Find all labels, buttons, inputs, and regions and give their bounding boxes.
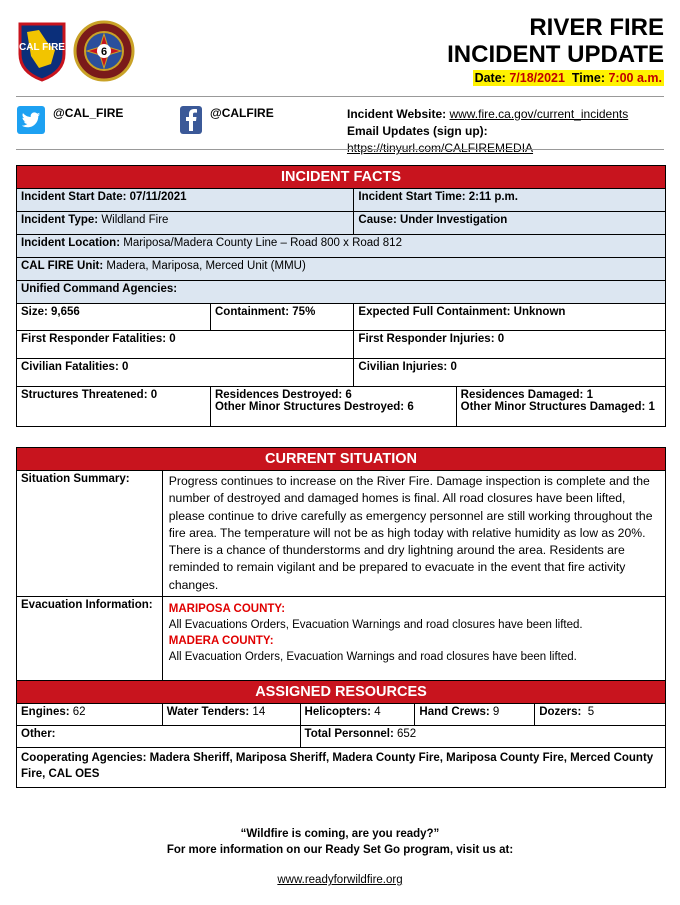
page-title-line1: RIVER FIRE [529, 14, 664, 41]
structures-damaged: Residences Damaged: 1 Other Minor Structures Damaged: 1 [456, 387, 665, 427]
incident-location: Incident Location: Mariposa/Madera County Line – Road 800 x Road 812 [17, 235, 666, 258]
page-title-line2: INCIDENT UPDATE [447, 41, 664, 68]
date-label: Date: [474, 71, 506, 85]
evacuation-info [162, 597, 665, 681]
date-banner [473, 70, 664, 86]
cause: Cause: Under Investigation [354, 212, 666, 235]
email-label: Email Updates (sign up): [347, 124, 488, 138]
expected-containment: Expected Full Containment: Unknown [354, 304, 666, 331]
twitter-link[interactable] [17, 106, 123, 134]
county1-label: MARIPOSA COUNTY: [168, 603, 286, 616]
unified-command: Unified Command Agencies: [17, 281, 666, 304]
county2-label: MADERA COUNTY: [168, 635, 274, 648]
logos [17, 20, 135, 84]
svg-text:CAL FIRE: CAL FIRE [19, 42, 65, 53]
twitter-icon [17, 106, 45, 134]
footer-info: For more information on our Ready Set Go program, visit us at: [166, 844, 514, 856]
civilian-injuries: Civilian Injuries: 0 [354, 359, 666, 387]
cal-fire-logo [17, 20, 67, 82]
facebook-handle: @CALFIRE [210, 106, 274, 120]
county1-text: All Evacuations Orders, Evacuation Warnings and road closures have been lifted. [168, 619, 583, 632]
current-situation-header: CURRENT SITUATION [17, 448, 666, 471]
current-situation-table [16, 447, 666, 788]
hand-crews: Hand Crews: 9 [415, 704, 535, 726]
first-responder-injuries: First Responder Injuries: 0 [354, 331, 666, 359]
website-label: Incident Website: [347, 107, 447, 121]
water-tenders: Water Tenders: 14 [162, 704, 300, 726]
time-label: Time: [571, 71, 605, 85]
cooperating-agencies: Cooperating Agencies: Madera Sheriff, Mariposa Sheriff, Madera County Fire, Mariposa County Fire, Merced County Fire, CAL OES [17, 748, 666, 788]
start-date: Incident Start Date: 07/11/2021 [17, 189, 354, 212]
footer [0, 826, 680, 858]
incident-type: Incident Type: Wildland Fire [17, 212, 354, 235]
situation-summary-text: Progress continues to increase on the River Fire. Damage inspection is complete and the number of destroyed and damaged homes is final. All road closures have been lifted, please continue to drive carefully as emergency personnel are still working throughout the fire area. The temperature will not be as high today with relative humidity as low as 20%. There is a chance of thunderstorms and dry lightning around the area. Residents are reminded to remain vigilant and be prepared to evacuate in the event that fire activity changes. [162, 471, 665, 597]
time-value: 7:00 a.m. [608, 71, 662, 85]
incident-facts-table [16, 165, 666, 427]
divider [16, 96, 664, 97]
size: Size: 9,656 [17, 304, 211, 331]
ready-for-wildfire-link[interactable]: www.readyforwildfire.org [277, 874, 403, 886]
cal-fire-unit: CAL FIRE Unit: Madera, Mariposa, Merced Unit (MMU) [17, 258, 666, 281]
incident-facts-header: INCIDENT FACTS [17, 166, 666, 189]
date-value: 7/18/2021 [509, 71, 565, 85]
dozers: Dozers: 5 [535, 704, 666, 726]
twitter-handle: @CAL_FIRE [53, 106, 124, 120]
title-block [447, 14, 664, 87]
situation-summary-label: Situation Summary: [17, 471, 163, 597]
website-link[interactable]: www.fire.ca.gov/current_incidents [449, 107, 629, 121]
county2-text: All Evacuation Orders, Evacuation Warnings and road closures have been lifted. [168, 651, 577, 664]
social-bar [17, 104, 664, 155]
facebook-icon [180, 106, 202, 134]
helicopters: Helicopters: 4 [300, 704, 415, 726]
structures-threatened: Structures Threatened: 0 [17, 387, 211, 427]
divider [16, 149, 664, 150]
footer-quote: “Wildfire is coming, are you ready?” [240, 828, 440, 840]
civilian-fatalities: Civilian Fatalities: 0 [17, 359, 354, 387]
evacuation-label: Evacuation Information: [17, 597, 163, 681]
svg-text:6: 6 [100, 46, 108, 58]
footer-link-wrap [0, 874, 680, 886]
email-link[interactable]: https://tinyurl.com/CALFIREMEDIA [347, 141, 534, 155]
start-time: Incident Start Time: 2:11 p.m. [354, 189, 666, 212]
structures-destroyed: Residences Destroyed: 6 Other Minor Structures Destroyed: 6 [210, 387, 456, 427]
other-resources: Other: [17, 726, 301, 748]
total-personnel: Total Personnel: 652 [300, 726, 665, 748]
containment: Containment: 75% [210, 304, 353, 331]
facebook-link[interactable] [180, 106, 274, 134]
engines: Engines: 62 [17, 704, 163, 726]
unit-patch-logo [73, 20, 135, 82]
assigned-resources-header: ASSIGNED RESOURCES [17, 681, 666, 704]
first-responder-fatalities: First Responder Fatalities: 0 [17, 331, 354, 359]
